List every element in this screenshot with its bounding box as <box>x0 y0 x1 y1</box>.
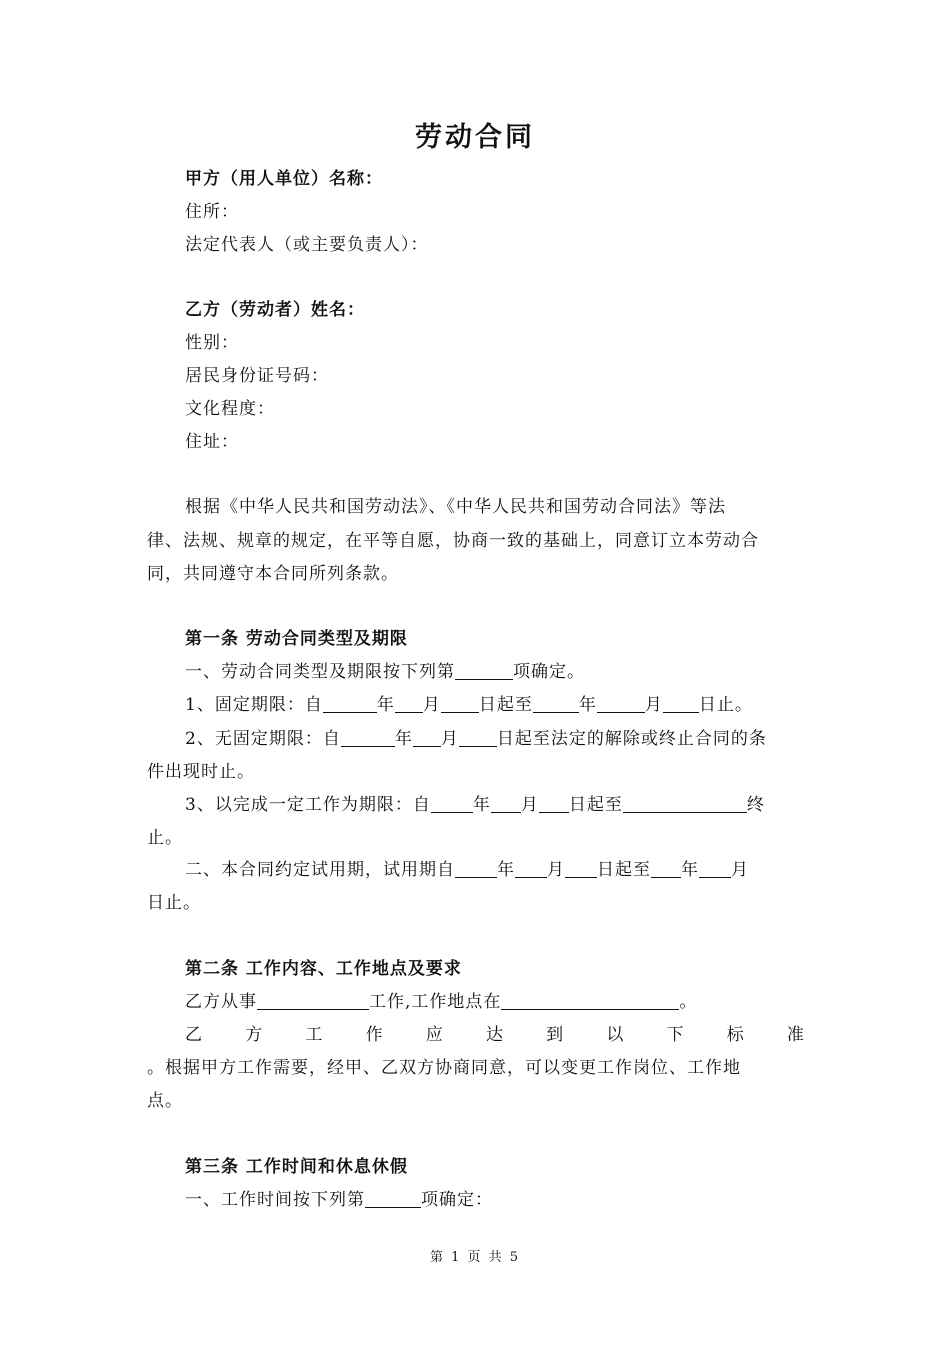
article-1-para-4-cont: 止。 <box>147 828 183 848</box>
blank-field <box>651 860 681 878</box>
blank-field <box>395 695 423 713</box>
blank-field <box>341 729 395 747</box>
blank-field <box>501 992 679 1010</box>
blank-field <box>515 860 547 878</box>
party-b-id-label: 居民身份证号码： <box>185 366 329 386</box>
article-1-heading: 第一条 劳动合同类型及期限 <box>185 629 408 649</box>
party-a-rep-label: 法定代表人（或主要负责人）： <box>185 235 429 255</box>
article-2-heading: 第二条 工作内容、工作地点及要求 <box>185 959 462 979</box>
blank-field <box>455 860 497 878</box>
article-2-para-1: 乙方从事 工作,工作地点在 。 <box>185 992 698 1012</box>
article-1-para-5-cont: 日止。 <box>147 893 201 913</box>
article-1-para-4: 3、以完成一定工作为期限：自 年 月 日起至 终 <box>185 795 765 815</box>
article-1-para-2: 1、固定期限：自 年 月 日起至 年 月 日止。 <box>185 695 753 715</box>
article-1-para-1: 一、劳动合同类型及期限按下列第 项确定。 <box>185 662 585 682</box>
article-1-para-3-cont: 件出现时止。 <box>147 762 255 782</box>
party-a-name-label: 甲方（用人单位）名称： <box>185 169 383 189</box>
blank-field <box>699 860 731 878</box>
party-b-edu-label: 文化程度： <box>185 399 275 419</box>
party-b-gender-label: 性别： <box>185 333 239 353</box>
blank-field <box>663 695 699 713</box>
preamble-line-3: 同，共同遵守本合同所列条款。 <box>147 564 399 584</box>
blank-field <box>323 695 377 713</box>
party-b-address-label: 住址： <box>185 432 239 452</box>
party-a-address-label: 住所： <box>185 202 239 222</box>
article-1-para-3: 2、无固定期限：自 年 月 日起至法定的解除或终止合同的条 <box>185 729 767 749</box>
article-2-para-2-spread: 乙 方 工 作 应 达 到 以 下 标 准 <box>185 1025 805 1045</box>
blank-field <box>533 695 579 713</box>
party-b-name-label: 乙方（劳动者）姓名： <box>185 300 365 320</box>
blank-field <box>597 695 645 713</box>
blank-field <box>491 795 521 813</box>
blank-field <box>431 795 473 813</box>
article-2-para-2-line-3: 点。 <box>147 1091 183 1111</box>
article-1-para-5: 二、本合同约定试用期，试用期自 年 月 日起至 年 月 <box>185 860 749 880</box>
blank-field <box>441 695 479 713</box>
preamble-line-1: 根据《中华人民共和国劳动法》、《中华人民共和国劳动合同法》等法 <box>185 497 726 517</box>
preamble-line-2: 律、法规、规章的规定，在平等自愿，协商一致的基础上，同意订立本劳动合 <box>147 531 759 551</box>
blank-field <box>539 795 569 813</box>
blank-field <box>257 992 369 1010</box>
blank-field <box>413 729 441 747</box>
document-title: 劳动合同 <box>415 122 535 153</box>
article-3-heading: 第三条 工作时间和休息休假 <box>185 1157 408 1177</box>
blank-field <box>459 729 497 747</box>
blank-field <box>623 795 747 813</box>
page-footer: 第 1 页 共 5 <box>429 1250 521 1265</box>
article-2-para-2-line-2: 。根据甲方工作需要，经甲、乙双方协商同意，可以变更工作岗位、工作地 <box>147 1058 741 1078</box>
blank-field <box>565 860 597 878</box>
blank-field <box>455 662 513 680</box>
blank-field <box>365 1190 421 1208</box>
article-3-para-1: 一、工作时间按下列第 项确定： <box>185 1190 493 1210</box>
